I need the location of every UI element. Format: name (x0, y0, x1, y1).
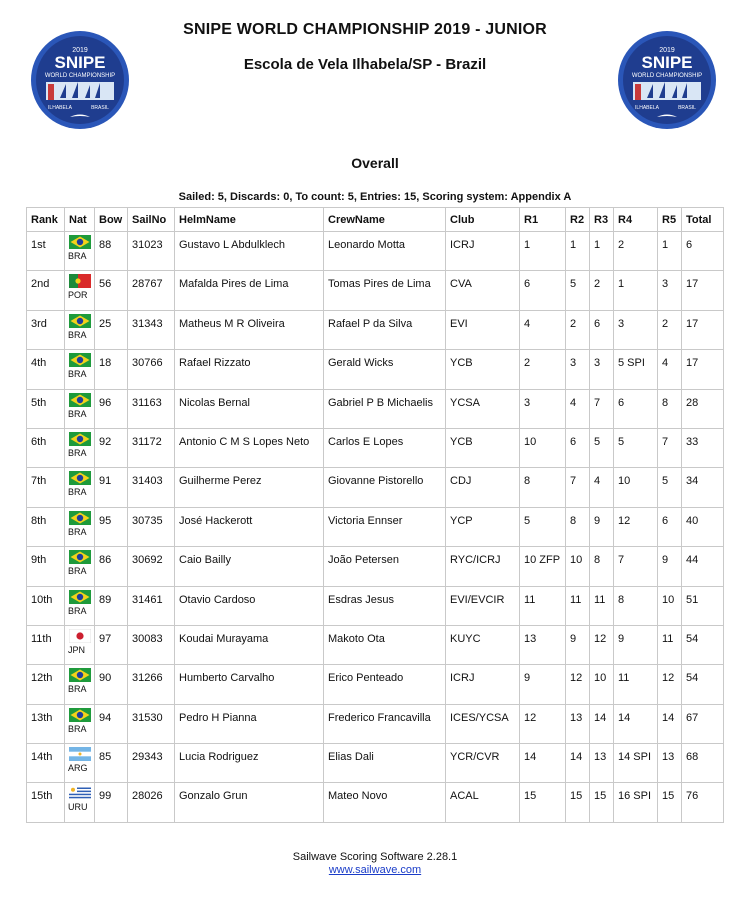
cell-nat (65, 744, 95, 783)
brazil-flag-icon (69, 708, 91, 722)
nation-code: POR (68, 290, 88, 301)
cell-r3: 3 (590, 350, 614, 389)
cell-helm: Antonio C M S Lopes Neto (175, 428, 324, 467)
cell-r2: 14 (566, 744, 590, 783)
cell-rank: 9th (27, 547, 65, 586)
cell-r1: 5 (520, 507, 566, 546)
cell-crew: João Petersen (324, 547, 446, 586)
cell-bow: 89 (95, 586, 128, 625)
cell-r2: 13 (566, 704, 590, 743)
cell-sail: 31172 (128, 428, 175, 467)
cell-r3: 13 (590, 744, 614, 783)
cell-nat (65, 428, 95, 467)
table-row (27, 665, 724, 704)
nation-code: BRA (68, 723, 87, 734)
cell-club: YCB (446, 428, 520, 467)
cell-helm: Otavio Cardoso (175, 586, 324, 625)
cell-r1: 12 (520, 704, 566, 743)
cell-r4: 10 (614, 468, 658, 507)
cell-total: 17 (682, 310, 724, 349)
cell-bow: 85 (95, 744, 128, 783)
cell-r2: 6 (566, 428, 590, 467)
col-header-bow: Bow (95, 208, 128, 232)
nation-code: BRA (68, 566, 87, 577)
cell-rank: 6th (27, 428, 65, 467)
table-row (27, 625, 724, 664)
cell-bow: 56 (95, 271, 128, 310)
svg-text:SNIPE: SNIPE (641, 53, 693, 72)
nation-code: BRA (68, 605, 87, 616)
cell-total: 40 (682, 507, 724, 546)
cell-nat (65, 704, 95, 743)
cell-crew: Gabriel P B Michaelis (324, 389, 446, 428)
cell-nat (65, 271, 95, 310)
cell-r2: 15 (566, 783, 590, 822)
cell-r1: 13 (520, 625, 566, 664)
cell-total: 28 (682, 389, 724, 428)
scoring-summary: Sailed: 5, Discards: 0, To count: 5, Entries: 15, Scoring system: Appendix A (178, 191, 572, 203)
cell-helm: Nicolas Bernal (175, 389, 324, 428)
cell-club: EVI/EVCIR (446, 586, 520, 625)
cell-helm: Guilherme Perez (175, 468, 324, 507)
cell-sail: 31530 (128, 704, 175, 743)
cell-bow: 90 (95, 665, 128, 704)
col-header-r1: R1 (520, 208, 566, 232)
cell-bow: 18 (95, 350, 128, 389)
cell-helm: Rafael Rizzato (175, 350, 324, 389)
cell-sail: 30083 (128, 625, 175, 664)
cell-nat (65, 665, 95, 704)
col-header-r5: R5 (658, 208, 682, 232)
table-row (27, 232, 724, 271)
cell-r2: 7 (566, 468, 590, 507)
cell-total: 33 (682, 428, 724, 467)
svg-text:WORLD CHAMPIONSHIP: WORLD CHAMPIONSHIP (44, 73, 116, 79)
cell-r3: 11 (590, 586, 614, 625)
col-header-r2: R2 (566, 208, 590, 232)
cell-sail: 29343 (128, 744, 175, 783)
cell-total: 51 (682, 586, 724, 625)
cell-crew: Mateo Novo (324, 783, 446, 822)
table-row (27, 507, 724, 546)
section-title: Overall (351, 155, 399, 171)
cell-club: YCR/CVR (446, 744, 520, 783)
col-header-sailno: SailNo (128, 208, 175, 232)
cell-r2: 4 (566, 389, 590, 428)
col-header-r3: R3 (590, 208, 614, 232)
cell-nat (65, 625, 95, 664)
cell-r3: 14 (590, 704, 614, 743)
cell-club: YCP (446, 507, 520, 546)
brazil-flag-icon (69, 590, 91, 604)
cell-r4: 3 (614, 310, 658, 349)
cell-club: EVI (446, 310, 520, 349)
software-credit: Sailwave Scoring Software 2.28.1 (292, 851, 458, 863)
cell-r3: 1 (590, 232, 614, 271)
cell-total: 6 (682, 232, 724, 271)
cell-helm: Gonzalo Grun (175, 783, 324, 822)
cell-r4: 6 (614, 389, 658, 428)
cell-r4: 14 SPI (614, 744, 658, 783)
cell-bow: 86 (95, 547, 128, 586)
cell-r1: 11 (520, 586, 566, 625)
table-row (27, 704, 724, 743)
argentina-flag-icon (69, 747, 91, 761)
cell-r1: 10 (520, 428, 566, 467)
col-header-r4: R4 (614, 208, 658, 232)
svg-text:ILHABELA: ILHABELA (635, 105, 659, 111)
cell-r4: 8 (614, 586, 658, 625)
cell-rank: 1st (27, 232, 65, 271)
results-table (26, 207, 724, 823)
cell-club: YCSA (446, 389, 520, 428)
cell-r1: 6 (520, 271, 566, 310)
cell-r5: 14 (658, 704, 682, 743)
table-row (27, 389, 724, 428)
cell-sail: 28767 (128, 271, 175, 310)
cell-r5: 7 (658, 428, 682, 467)
cell-total: 34 (682, 468, 724, 507)
cell-r1: 1 (520, 232, 566, 271)
cell-r3: 6 (590, 310, 614, 349)
brazil-flag-icon (69, 511, 91, 525)
venue-subtitle: Escola de Vela Ilhabela/SP - Brazil (243, 56, 487, 73)
cell-helm: Mafalda Pires de Lima (175, 271, 324, 310)
nation-code: BRA (68, 447, 87, 458)
cell-helm: Lucia Rodriguez (175, 744, 324, 783)
cell-sail: 31266 (128, 665, 175, 704)
brazil-flag-icon (69, 393, 91, 407)
brazil-flag-icon (69, 668, 91, 682)
table-row (27, 586, 724, 625)
cell-sail: 31403 (128, 468, 175, 507)
cell-sail: 31163 (128, 389, 175, 428)
col-header-rank: Rank (27, 208, 65, 232)
brazil-flag-icon (69, 314, 91, 328)
cell-r2: 3 (566, 350, 590, 389)
cell-r5: 15 (658, 783, 682, 822)
cell-club: CVA (446, 271, 520, 310)
cell-helm: Matheus M R Oliveira (175, 310, 324, 349)
nation-code: URU (68, 802, 88, 813)
brazil-flag-icon (69, 432, 91, 446)
cell-rank: 15th (27, 783, 65, 822)
cell-club: RYC/ICRJ (446, 547, 520, 586)
cell-crew: Frederico Francavilla (324, 704, 446, 743)
svg-text:BRASIL: BRASIL (91, 105, 109, 111)
cell-sail: 30692 (128, 547, 175, 586)
cell-r4: 1 (614, 271, 658, 310)
table-row (27, 310, 724, 349)
snipe-logo-right (617, 30, 717, 130)
cell-nat (65, 586, 95, 625)
cell-crew: Giovanne Pistorello (324, 468, 446, 507)
cell-r2: 11 (566, 586, 590, 625)
svg-text:WORLD CHAMPIONSHIP: WORLD CHAMPIONSHIP (631, 73, 703, 79)
cell-r3: 8 (590, 547, 614, 586)
cell-nat (65, 350, 95, 389)
cell-r4: 7 (614, 547, 658, 586)
cell-r5: 2 (658, 310, 682, 349)
cell-r4: 11 (614, 665, 658, 704)
cell-r4: 16 SPI (614, 783, 658, 822)
col-header-total: Total (682, 208, 724, 232)
cell-helm: José Hackerott (175, 507, 324, 546)
nation-code: ARG (68, 763, 88, 774)
svg-text:ILHABELA: ILHABELA (48, 105, 72, 111)
nation-code: BRA (68, 251, 87, 261)
cell-nat (65, 389, 95, 428)
cell-rank: 13th (27, 704, 65, 743)
cell-rank: 10th (27, 586, 65, 625)
cell-r5: 1 (658, 232, 682, 271)
table-row (27, 350, 724, 389)
cell-crew: Esdras Jesus (324, 586, 446, 625)
svg-text:2019: 2019 (72, 47, 88, 54)
cell-r3: 15 (590, 783, 614, 822)
cell-r5: 10 (658, 586, 682, 625)
col-header-nat: Nat (65, 208, 95, 232)
cell-club: CDJ (446, 468, 520, 507)
cell-crew: Erico Penteado (324, 665, 446, 704)
cell-crew: Victoria Ennser (324, 507, 446, 546)
cell-crew: Carlos E Lopes (324, 428, 446, 467)
cell-r3: 4 (590, 468, 614, 507)
cell-bow: 88 (95, 232, 128, 271)
table-row (27, 468, 724, 507)
cell-r2: 1 (566, 232, 590, 271)
cell-r4: 5 (614, 428, 658, 467)
table-header-row (27, 208, 724, 232)
cell-sail: 30766 (128, 350, 175, 389)
brazil-flag-icon (69, 471, 91, 485)
cell-sail: 30735 (128, 507, 175, 546)
cell-club: ICES/YCSA (446, 704, 520, 743)
cell-r1: 10 ZFP (520, 547, 566, 586)
cell-rank: 4th (27, 350, 65, 389)
cell-sail: 28026 (128, 783, 175, 822)
cell-crew: Leonardo Motta (324, 232, 446, 271)
cell-rank: 11th (27, 625, 65, 664)
table-row (27, 783, 724, 822)
cell-r2: 10 (566, 547, 590, 586)
cell-club: ACAL (446, 783, 520, 822)
cell-total: 68 (682, 744, 724, 783)
cell-club: ICRJ (446, 232, 520, 271)
cell-bow: 96 (95, 389, 128, 428)
svg-text:SNIPE: SNIPE (54, 53, 106, 72)
cell-bow: 97 (95, 625, 128, 664)
cell-total: 76 (682, 783, 724, 822)
japan-flag-icon (69, 629, 91, 643)
cell-r5: 6 (658, 507, 682, 546)
cell-r1: 2 (520, 350, 566, 389)
cell-r4: 12 (614, 507, 658, 546)
nation-code: BRA (68, 526, 87, 537)
cell-bow: 91 (95, 468, 128, 507)
cell-bow: 94 (95, 704, 128, 743)
cell-r3: 7 (590, 389, 614, 428)
cell-r1: 9 (520, 665, 566, 704)
cell-rank: 2nd (27, 271, 65, 310)
cell-club: YCB (446, 350, 520, 389)
cell-r2: 8 (566, 507, 590, 546)
cell-rank: 5th (27, 389, 65, 428)
cell-sail: 31461 (128, 586, 175, 625)
cell-r5: 12 (658, 665, 682, 704)
cell-r2: 12 (566, 665, 590, 704)
cell-r2: 2 (566, 310, 590, 349)
cell-rank: 3rd (27, 310, 65, 349)
cell-r5: 5 (658, 468, 682, 507)
cell-r5: 9 (658, 547, 682, 586)
cell-r4: 2 (614, 232, 658, 271)
cell-r3: 12 (590, 625, 614, 664)
cell-total: 67 (682, 704, 724, 743)
svg-text:BRASIL: BRASIL (678, 105, 696, 111)
cell-r3: 2 (590, 271, 614, 310)
nation-code: BRA (68, 684, 87, 695)
col-header-crewname: CrewName (324, 208, 446, 232)
cell-helm: Pedro H Pianna (175, 704, 324, 743)
cell-r3: 10 (590, 665, 614, 704)
nation-code: BRA (68, 408, 87, 419)
table-row (27, 744, 724, 783)
cell-crew: Tomas Pires de Lima (324, 271, 446, 310)
cell-r2: 5 (566, 271, 590, 310)
cell-nat (65, 310, 95, 349)
cell-r2: 9 (566, 625, 590, 664)
cell-r5: 8 (658, 389, 682, 428)
cell-r5: 3 (658, 271, 682, 310)
cell-crew: Makoto Ota (324, 625, 446, 664)
cell-total: 17 (682, 350, 724, 389)
cell-nat (65, 507, 95, 546)
cell-r1: 8 (520, 468, 566, 507)
cell-r3: 5 (590, 428, 614, 467)
cell-nat (65, 783, 95, 822)
uruguay-flag-icon (69, 786, 91, 800)
page-title: SNIPE WORLD CHAMPIONSHIP 2019 - JUNIOR (183, 21, 547, 38)
cell-crew: Elias Dali (324, 744, 446, 783)
nation-code: BRA (68, 487, 87, 498)
brazil-flag-icon (69, 550, 91, 564)
cell-r5: 11 (658, 625, 682, 664)
table-row (27, 547, 724, 586)
cell-r1: 4 (520, 310, 566, 349)
brazil-flag-icon (69, 235, 91, 249)
table-row (27, 428, 724, 467)
cell-r5: 13 (658, 744, 682, 783)
cell-helm: Gustavo L Abdulklech (175, 232, 324, 271)
cell-crew: Gerald Wicks (324, 350, 446, 389)
cell-helm: Humberto Carvalho (175, 665, 324, 704)
cell-r4: 5 SPI (614, 350, 658, 389)
cell-rank: 7th (27, 468, 65, 507)
col-header-helmname: HelmName (175, 208, 324, 232)
cell-r5: 4 (658, 350, 682, 389)
cell-total: 44 (682, 547, 724, 586)
cell-club: ICRJ (446, 665, 520, 704)
cell-sail: 31023 (128, 232, 175, 271)
cell-crew: Rafael P da Silva (324, 310, 446, 349)
sailwave-link[interactable]: www.sailwave.com (328, 864, 422, 876)
col-header-club: Club (446, 208, 520, 232)
cell-nat (65, 468, 95, 507)
cell-r1: 3 (520, 389, 566, 428)
cell-r3: 9 (590, 507, 614, 546)
nation-code: JPN (68, 644, 86, 655)
results-body (27, 232, 724, 823)
table-row (27, 271, 724, 310)
cell-rank: 8th (27, 507, 65, 546)
cell-rank: 14th (27, 744, 65, 783)
cell-sail: 31343 (128, 310, 175, 349)
svg-text:2019: 2019 (659, 47, 675, 54)
snipe-logo-left (30, 30, 130, 130)
cell-r1: 14 (520, 744, 566, 783)
cell-club: KUYC (446, 625, 520, 664)
cell-r1: 15 (520, 783, 566, 822)
cell-bow: 92 (95, 428, 128, 467)
cell-helm: Koudai Murayama (175, 625, 324, 664)
cell-bow: 25 (95, 310, 128, 349)
nation-code: BRA (68, 329, 87, 340)
cell-total: 54 (682, 665, 724, 704)
cell-bow: 95 (95, 507, 128, 546)
cell-nat (65, 232, 95, 271)
brazil-flag-icon (69, 353, 91, 367)
cell-r4: 9 (614, 625, 658, 664)
cell-total: 54 (682, 625, 724, 664)
cell-total: 17 (682, 271, 724, 310)
cell-nat (65, 547, 95, 586)
cell-helm: Caio Bailly (175, 547, 324, 586)
cell-r4: 14 (614, 704, 658, 743)
portugal-flag-icon (69, 274, 91, 288)
nation-code: BRA (68, 369, 87, 380)
cell-rank: 12th (27, 665, 65, 704)
cell-bow: 99 (95, 783, 128, 822)
